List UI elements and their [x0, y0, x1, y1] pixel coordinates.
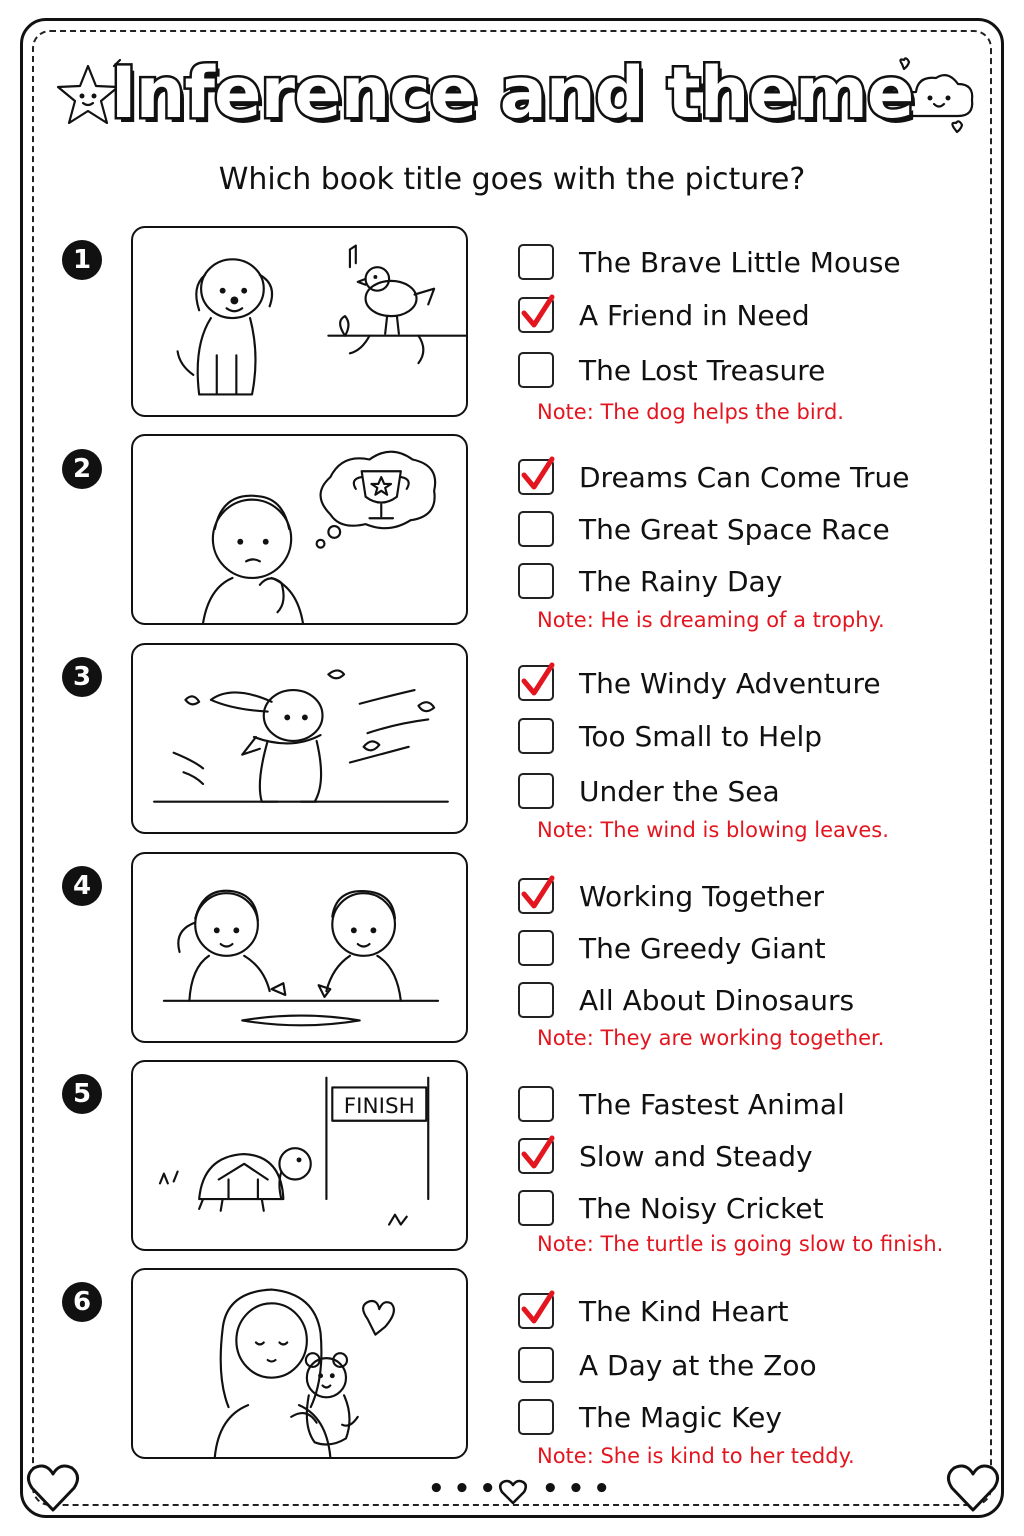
option-label: The Greedy Giant	[579, 932, 826, 965]
bunny-in-wind-illustration	[133, 645, 466, 832]
footer-dots-left: • • •	[428, 1474, 496, 1504]
checkbox[interactable]	[518, 718, 554, 754]
checkbox[interactable]	[518, 511, 554, 547]
check-mark-icon	[518, 455, 558, 497]
option-label: Under the Sea	[579, 775, 780, 808]
option-label: The Magic Key	[579, 1401, 782, 1434]
dog-and-bird-illustration	[133, 228, 466, 415]
check-mark-icon	[518, 1134, 558, 1176]
girl-hugging-teddy-illustration	[131, 1268, 468, 1459]
turtle-at-finish-line-illustration	[131, 1060, 468, 1251]
girl-hugging-teddy-illustration	[133, 1270, 466, 1457]
question-number: 4	[62, 866, 102, 906]
checkbox[interactable]	[518, 563, 554, 599]
checkbox[interactable]	[518, 244, 554, 280]
kids-doing-puzzle-illustration	[133, 854, 466, 1041]
boy-dreaming-of-trophy-illustration	[131, 434, 468, 625]
instructions: Which book title goes with the picture?	[218, 162, 806, 197]
check-mark-icon	[518, 661, 558, 703]
checkbox[interactable]	[518, 1190, 554, 1226]
option-label: A Day at the Zoo	[579, 1349, 817, 1382]
checkbox[interactable]	[518, 1399, 554, 1435]
bunny-in-wind-illustration	[131, 643, 468, 834]
question-number: 5	[62, 1074, 102, 1114]
option-label: The Noisy Cricket	[579, 1192, 824, 1225]
answer-note: Note: The dog helps the bird.	[537, 400, 844, 424]
boy-dreaming-of-trophy-illustration	[133, 436, 466, 623]
option-label: The Brave Little Mouse	[579, 246, 901, 279]
answer-note: Note: The turtle is going slow to finish.	[537, 1232, 944, 1256]
option-label: The Rainy Day	[579, 565, 783, 598]
heart-icon	[24, 1462, 82, 1514]
option-label: The Kind Heart	[579, 1295, 789, 1328]
turtle-at-finish-line-illustration	[133, 1062, 466, 1249]
option-label: Too Small to Help	[579, 720, 823, 753]
option-label: Working Together	[579, 880, 825, 913]
answer-note: Note: They are working together.	[537, 1026, 885, 1050]
finish-sign-text: FINISH	[343, 1093, 415, 1119]
option-label: All About Dinosaurs	[579, 984, 855, 1017]
check-mark-icon	[518, 874, 558, 916]
kids-doing-puzzle-illustration	[131, 852, 468, 1043]
worksheet-title: Inference and theme	[110, 52, 914, 134]
option-label: The Fastest Animal	[579, 1088, 845, 1121]
dog-and-bird-illustration	[131, 226, 468, 417]
checkbox[interactable]	[518, 773, 554, 809]
option-label: Slow and Steady	[579, 1140, 813, 1173]
answer-note: Note: The wind is blowing leaves.	[537, 818, 889, 842]
answer-note: Note: She is kind to her teddy.	[537, 1444, 855, 1468]
check-mark-icon	[518, 1289, 558, 1331]
heart-icon	[498, 1478, 528, 1506]
answer-note: Note: He is dreaming of a trophy.	[537, 608, 885, 632]
checkbox[interactable]	[518, 1086, 554, 1122]
checkbox[interactable]	[518, 930, 554, 966]
option-label: The Great Space Race	[579, 513, 890, 546]
question-number: 1	[62, 240, 102, 280]
checkbox[interactable]	[518, 352, 554, 388]
footer-dots-right: • • •	[542, 1474, 610, 1504]
option-label: A Friend in Need	[579, 299, 810, 332]
checkbox[interactable]	[518, 1347, 554, 1383]
option-label: The Lost Treasure	[579, 354, 826, 387]
question-number: 2	[62, 449, 102, 489]
question-number: 3	[62, 657, 102, 697]
question-number: 6	[62, 1282, 102, 1322]
option-label: Dreams Can Come True	[579, 461, 910, 494]
heart-icon	[944, 1462, 1002, 1514]
check-mark-icon	[518, 293, 558, 335]
checkbox[interactable]	[518, 982, 554, 1018]
option-label: The Windy Adventure	[579, 667, 881, 700]
